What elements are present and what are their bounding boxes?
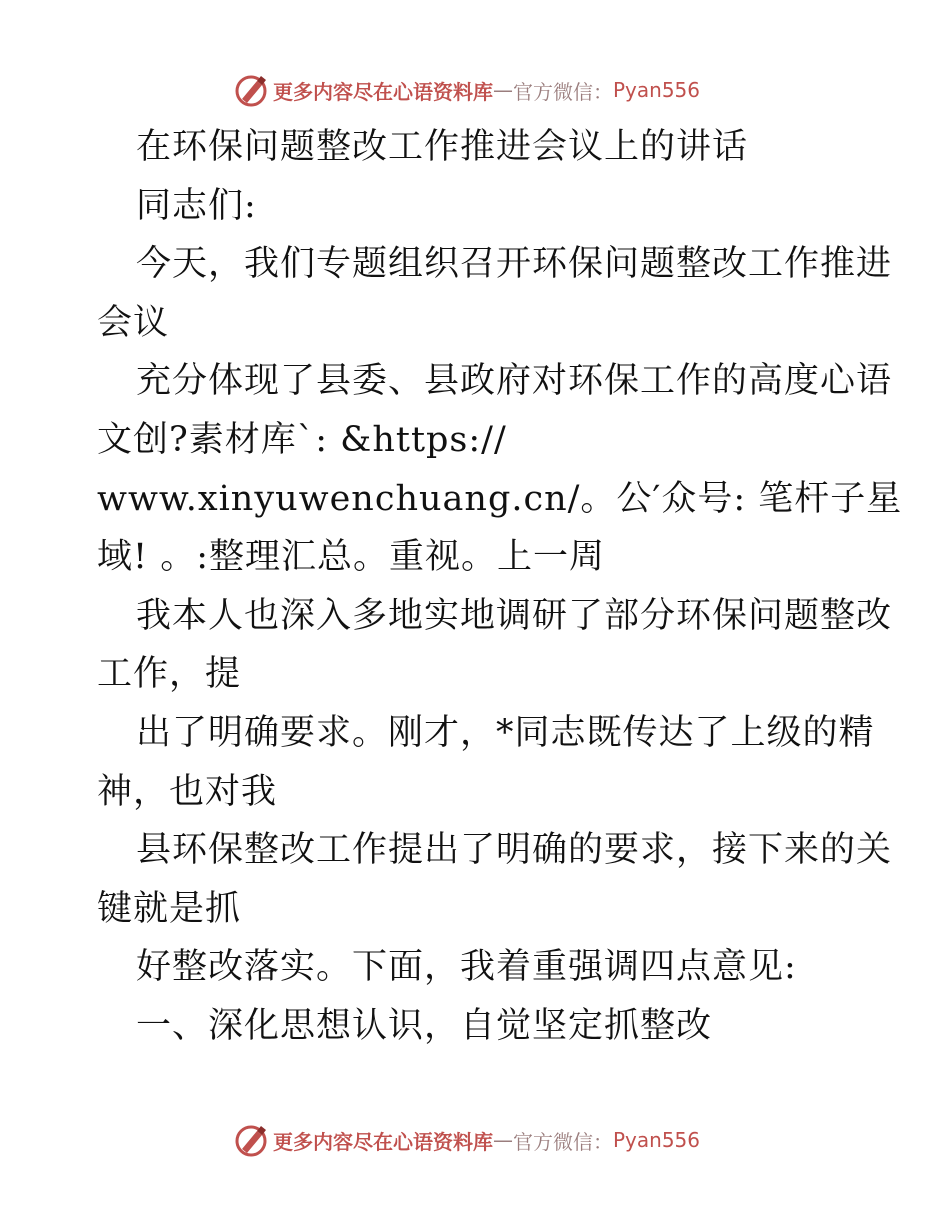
header-banner [233,70,753,110]
text-line: 文创?素材库`: &https:// [97,419,507,460]
doc-title: 在环保问题整改工作推进会议上的讲话 [136,127,749,167]
salutation: 同志们: [136,185,257,226]
banner-title: 更多内容尽在心语资料库 [273,1129,493,1154]
banner-wechat-id: Pyan556 [613,1128,701,1152]
banner-dash: — [493,78,513,102]
pen-logo-icon [233,1122,269,1158]
text-line: 工作，提 [97,654,242,695]
text-line: 充分体现了县委、县政府对环保工作的高度心语 [136,361,893,402]
text-line: 键就是抓 [97,888,242,929]
section-heading: 一、深化思想认识，自觉坚定抓整改 [136,1005,713,1046]
banner-dash: — [493,1128,513,1152]
banner-title: 更多内容尽在心语资料库 [273,79,493,104]
document-body [97,118,903,1056]
text-line: 出了明确要求。刚才，*同志既传达了上级的精 [136,712,875,753]
text-line: 今天，我们专题组织召开环保问题整改工作推进 [136,244,893,285]
text-line: 神，也对我 [97,771,278,812]
pen-logo-icon [233,72,269,108]
text-line: 域! 。:整理汇总。重视。上一周 [97,537,605,578]
text-line: 我本人也深入多地实地调研了部分环保问题整改 [136,595,893,636]
footer-banner [233,1120,753,1160]
text-line: 好整改落实。下面，我着重强调四点意见: [136,947,797,988]
banner-wechat-label: 官方微信： [513,1129,613,1154]
text-line: www.xinyuwenchuang.cn/。公′众号: 笔杆子星 [97,478,903,519]
text-line: 会议 [97,302,170,343]
banner-wechat-id: Pyan556 [613,78,701,102]
banner-wechat-label: 官方微信： [513,79,613,104]
text-line: 县环保整改工作提出了明确的要求，接下来的关 [136,830,893,871]
